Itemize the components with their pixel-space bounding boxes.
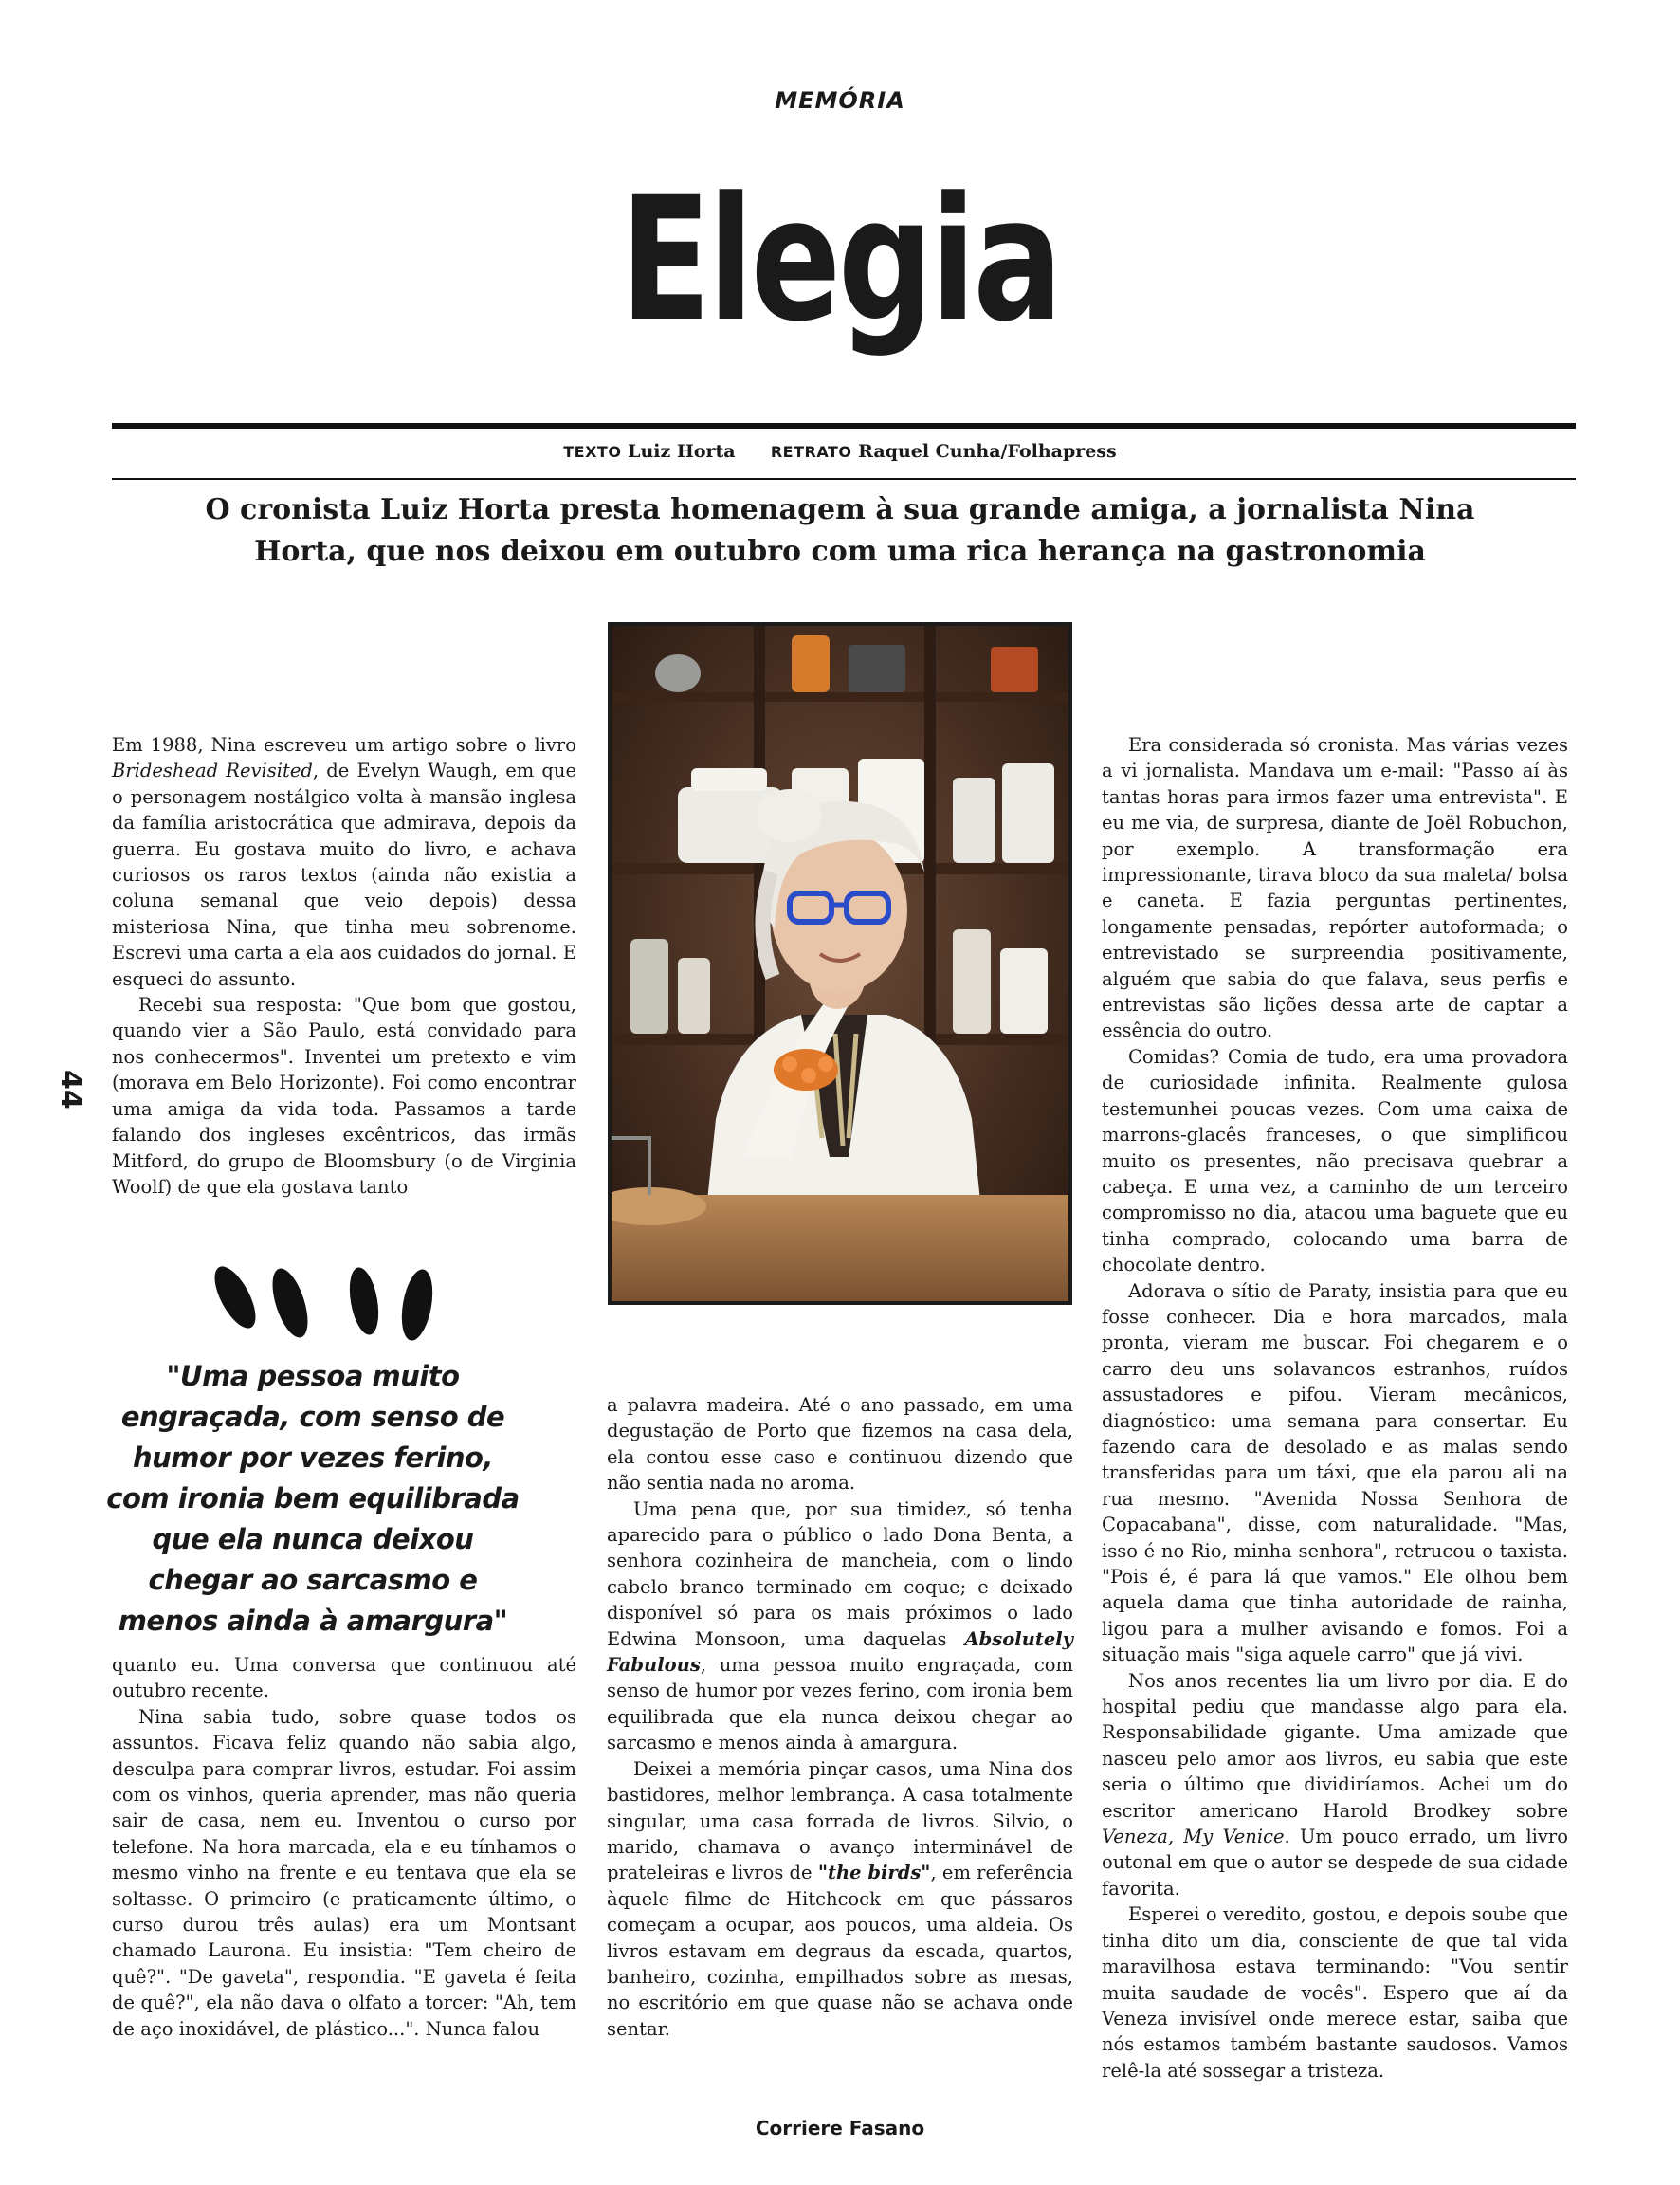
column-2 [607,1392,1073,2042]
paragraph: Esperei o veredito, gostou, e depois soube que tinha dito um dia, consciente de que tal vida maravilhosa estava terminando: "Vou sentir muita saudade de vocês". Espero que aí da Veneza invisível onde merece estar, saiba que nós estamos também bastante saudosos. Vamos relê-la até sossegar a tristeza. [1102,1903,1568,2082]
paragraph: Recebi sua resposta: "Que bom que gostou, quando vier a São Paulo, está convidado para nos conhecermos". Inventei um pretexto e vim (morava em Belo Horizonte). Foi como encontrar uma amiga da vida toda. Passamos a tarde falando dos ingleses excêntricos, das irmãs Mitford, do grupo de Bloomsbury (o de Virginia Woolf) de que ela gostava tanto [112,994,576,1198]
pull-quote: "Uma pessoa muito engraçada, com senso de humor por vezes ferino, com ironia bem equilibrada que ela nunca deixou chegar ao sarcasmo e menos ainda à amargura" [106,1360,520,1637]
column-1-bottom [112,1652,576,2042]
byline [0,441,1680,462]
photo-credit-label: RETRATO [770,443,852,461]
paragraph: Uma pena que, por sua timidez, só tenha aparecido para o público o lado Dona Benta, a senhora cozinheira de mancheia, com o lindo cabelo branco terminado em coque; e deixado disponível só para os mais próximos o lado Edwina Monsoon, uma daquelas Absolutely Fabulous, uma pessoa muito engraçada, com senso de humor por vezes ferino, com ironia bem equilibrada que ela nunca deixou chegar ao sarcasmo e menos ainda à amargura. [607,1497,1073,1754]
paragraph: Comidas? Comia de tudo, era uma provadora de curiosidade infinita. Realmente gulosa testemunhei poucas vezes. Com uma caixa de marrons-glacês franceses, o que simplificou muito os presentes, não precisava quebrar a cabeça. E uma vez, a caminho de um terceiro compromisso no dia, atacou uma baguete que eu tinha comprado, colocando uma barra de chocolate dentro. [1102,1045,1568,1276]
paragraph: Nina sabia tudo, sobre quase todos os assuntos. Ficava feliz quando não sabia algo, desculpa para comprar livros, estudar. Foi assim com os vinhos, queria aprender, mas não queria sair de casa, nem eu. Inventou o curso por telefone. Na hora marcada, ela e eu tínhamos o mesmo vinho na frente e eu tentava que ela se soltasse. O primeiro (e praticamente último, o curso durou três aulas) era um Montsant chamado Laurona. Eu insistia: "Tem cheiro de quê?". "De gaveta", respondia. "E gaveta é feita de quê?", ela não dava o olfato a torcer: "Ah, tem de aço inoxidável, de plástico...". Nunca falou [112,1705,576,2040]
book-title: Veneza, My Venice [1102,1826,1285,1848]
header-rule-thick [112,423,1576,429]
paragraph: Adorava o sítio de Paraty, insistia para que eu fosse conhecer. Dia e hora marcados, mala pronta, vieram me buscar. Foi chegarem e o carro deu uns solavancos estranhos, ruídos assustadores e pifou. Vieram mecânicos, diagnóstico: uma semana para consertar. Eu fazendo cara de desolado e as malas sendo transferidas para um táxi, que ela parou ali na rua mesmo. "Avenida Nossa Senhora de Copacabana", disse, com naturalidade. "Mas, isso é no Rio, minha senhora", retrucou o taxista. "Pois é, é para lá que vamos." Ele olhou bem aquela dama que tinha autoridade de rainha, ligou para a mulher avisando e fomos. Foi a situação mais "siga aquele carro" que já vivi. [1102,1279,1568,1666]
column-3 [1102,732,1568,2084]
page-number: 44 [54,1070,87,1110]
headline: Elegia [620,161,1060,359]
paragraph: quanto eu. Uma conversa que continuou até outubro recente. [112,1654,576,1702]
paragraph: Nos anos recentes lia um livro por dia. E do hospital pediu que mandasse algo para ela. Responsabilidade gigante. Uma amizade que nasceu pelo amor aos livros, eu sabia que este seria o último que dividiríamos. Achei um do escritor americano Harold Brodkey sobre Veneza, My Venice. Um pouco errado, um livro outonal em que o autor se despede de sua cidade favorita. [1102,1669,1568,1900]
paragraph: Em 1988, Nina escreveu um artigo sobre o livro Brideshead Revisited, de Evelyn Waugh, em que o personagem nostálgico volta à mansão inglesa da família aristocrática que admirava, depois da guerra. Eu gostava muito do livro, e achava curiosos os raros textos (ainda não existia a coluna semanal que veio depois) dessa misteriosa Nina, que tinha meu sobrenome. Escrevi uma carta a ela aos cuidados do jornal. E esqueci do assunto. [112,734,577,990]
paragraph: a palavra madeira. Até o ano passado, em uma degustação de Porto que fizemos na casa dela, ela contou esse caso e continuou dizendo que não sentia nada no aroma. [607,1394,1073,1495]
quote-marks-icon [214,1261,451,1350]
text-credit-author: Luiz Horta [628,441,736,462]
paragraph: Deixei a memória pinçar casos, uma Nina dos bastidores, melhor lembrança. A casa totalmente singular, uma casa forrada de livros. Silvio, o marido, chamava o avanço interminável de prateleiras e livros de "the birds", em referência àquele filme de Hitchcock em que pássaros começam a ocupar, aos poucos, uma aldeia. Os livros estavam em degraus da escada, quartos, banheiro, cozinha, empilhados sobre as mesas, no escritório em que quase não se achava onde sentar. [607,1757,1073,2040]
show-title: Absolutely Fabulous [607,1627,1073,1677]
text-credit-label: TEXTO [563,443,622,461]
photo-credit-author: Raquel Cunha/Folhapress [858,441,1117,462]
publication-name: Corriere Fasano [755,2117,925,2139]
book-title: Brideshead Revisited [112,760,313,782]
header-rule-thin [112,478,1576,480]
subhead: O cronista Luiz Horta presta homenagem à sua grande amiga, a jornalista Nina Horta, que nos deixou em outubro com uma rica herança na gastronomia [205,493,1475,568]
nickname: "the birds" [817,1862,931,1884]
portrait-photo [608,622,1072,1305]
section-label: MEMÓRIA [775,87,905,114]
column-1-top [112,732,576,1200]
paragraph: Era considerada só cronista. Mas várias vezes a vi jornalista. Mandava um e-mail: "Passo aí às tantas horas para irmos fazer uma entrevista". E eu me via, de surpresa, diante de Joël Robuchon, por exemplo. A transformação era impressionante, tirava bloco da sua maleta/ bolsa e caneta. E fazia perguntas pertinentes, longamente pensadas, repórter autoformada; o entrevistado se surpreendia positivamente, alguém que sabia do que falava, seus perfis e entrevistas são lições dessa arte de captar a essência do outro. [1102,734,1568,1042]
